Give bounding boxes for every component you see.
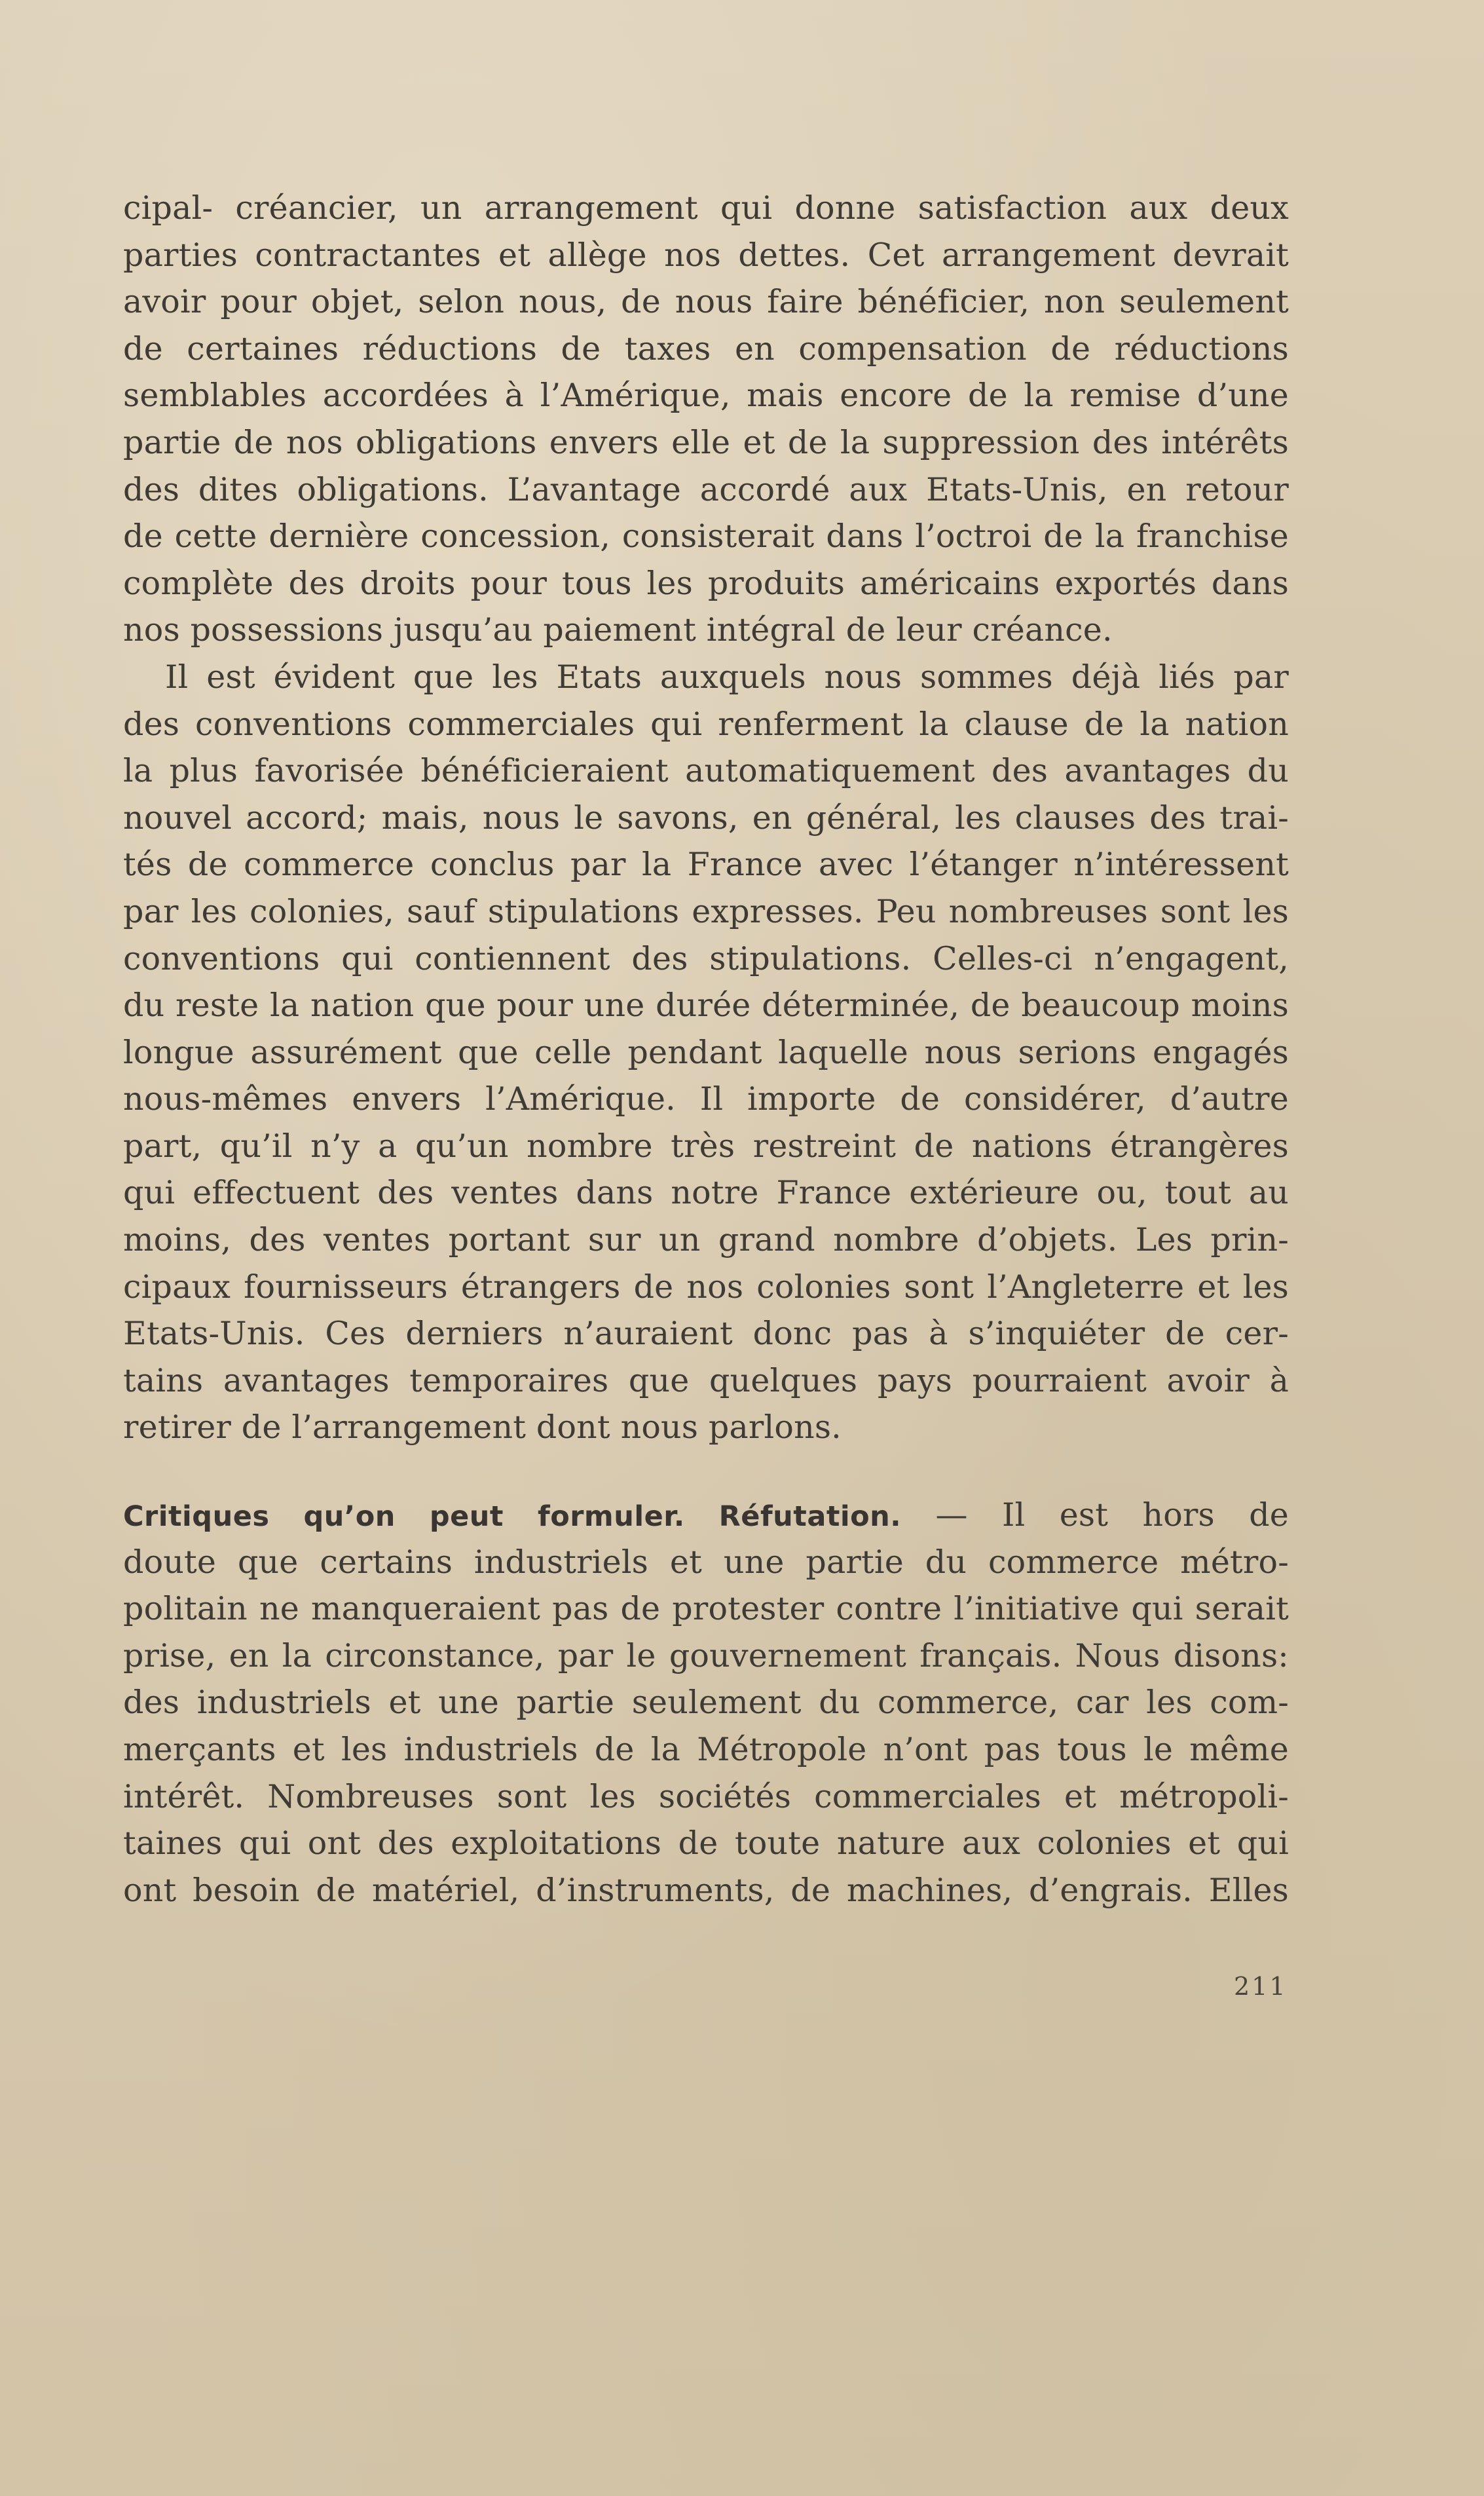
text-line: nos possessions jusqu’au paiement intégral de leur créance. <box>123 611 1113 649</box>
page-number: 211 <box>1234 1972 1288 2001</box>
text-line: retirer de l’arrangement dont nous parlons. <box>123 1409 842 1447</box>
text-line: Etats-Unis. Ces derniers n’auraient donc pas à s’inquiéter de cer- <box>123 1315 1289 1353</box>
paragraph-2 <box>123 654 1289 1451</box>
text-line: qui effectuent des ventes dans notre France extérieure ou, tout au <box>123 1174 1289 1212</box>
section-spacer <box>123 1451 1289 1492</box>
text-line: de certaines réductions de taxes en compensation de réductions <box>123 330 1289 368</box>
text-line: par les colonies, sauf stipulations expresses. Peu nombreuses sont les <box>123 892 1289 930</box>
text-line: du reste la nation que pour une durée déterminée, de beaucoup moins <box>123 987 1289 1025</box>
text-line: cipaux fournisseurs étrangers de nos colonies sont l’Angleterre et les <box>123 1268 1289 1306</box>
text-line: de cette dernière concession, consisterait dans l’octroi de la franchise <box>123 518 1289 556</box>
text-line: parties contractantes et allège nos dettes. Cet arrangement devrait <box>123 236 1289 274</box>
text-line: des industriels et une partie seulement du commerce, car les com- <box>123 1684 1289 1722</box>
text-line: des conventions commerciales qui renferment la clause de la nation <box>123 705 1289 743</box>
text-fragment: — Il est hors de <box>901 1496 1289 1534</box>
text-line: moins, des ventes portant sur un grand nombre d’objets. Les prin- <box>123 1221 1289 1259</box>
paragraph-1 <box>123 185 1289 654</box>
text-line: politain ne manqueraient pas de protester contre l’initiative qui serait <box>123 1590 1289 1628</box>
text-line: semblables accordées à l’Amérique, mais encore de la remise d’une <box>123 377 1289 415</box>
text-line: merçants et les industriels de la Métropole n’ont pas tous le même <box>123 1731 1289 1768</box>
text-line: tés de commerce conclus par la France avec l’étanger n’intéressent <box>123 846 1289 884</box>
text-line: avoir pour objet, selon nous, de nous faire bénéficier, non seulement <box>123 283 1289 321</box>
section-critiques <box>123 1492 1289 1914</box>
text-line: prise, en la circonstance, par le gouvernement français. Nous disons: <box>123 1636 1289 1674</box>
text-line: taines qui ont des exploitations de toute nature aux colonies et qui <box>123 1825 1289 1863</box>
section-first-line <box>123 1492 1289 1539</box>
section-heading: Critiques qu’on peut formuler. Réfutation. <box>123 1500 902 1534</box>
text-line: longue assurément que celle pendant laquelle nous serions engagés <box>123 1033 1289 1071</box>
page-text <box>123 185 1289 1914</box>
text-line: nous-mêmes envers l’Amérique. Il importe de considérer, d’autre <box>123 1080 1289 1118</box>
text-line: partie de nos obligations envers elle et de la suppression des intérêts <box>123 423 1289 461</box>
text-line: nouvel accord; mais, nous le savons, en général, les clauses des trai- <box>123 799 1289 837</box>
text-line: doute que certains industriels et une partie du commerce métro- <box>123 1543 1289 1581</box>
text-line: tains avantages temporaires que quelques pays pourraient avoir à <box>123 1361 1289 1399</box>
text-line: intérêt. Nombreuses sont les sociétés commerciales et métropoli- <box>123 1777 1289 1815</box>
text-line: ont besoin de matériel, d’instruments, de machines, d’engrais. Elles <box>123 1871 1289 1909</box>
text-line: complète des droits pour tous les produits américains exportés dans <box>123 564 1289 602</box>
text-line: cipal- créancier, un arrangement qui donne satisfaction aux deux <box>123 189 1289 227</box>
text-line: des dites obligations. L’avantage accordé aux Etats-Unis, en retour <box>123 470 1289 508</box>
text-line: conventions qui contiennent des stipulations. Celles-ci n’engagent, <box>123 939 1289 977</box>
text-line: Il est évident que les Etats auxquels nous sommes déjà liés par <box>165 658 1289 696</box>
text-line: la plus favorisée bénéficieraient automatiquement des avantages du <box>123 752 1289 790</box>
text-line: part, qu’il n’y a qu’un nombre très restreint de nations étrangères <box>123 1127 1289 1165</box>
